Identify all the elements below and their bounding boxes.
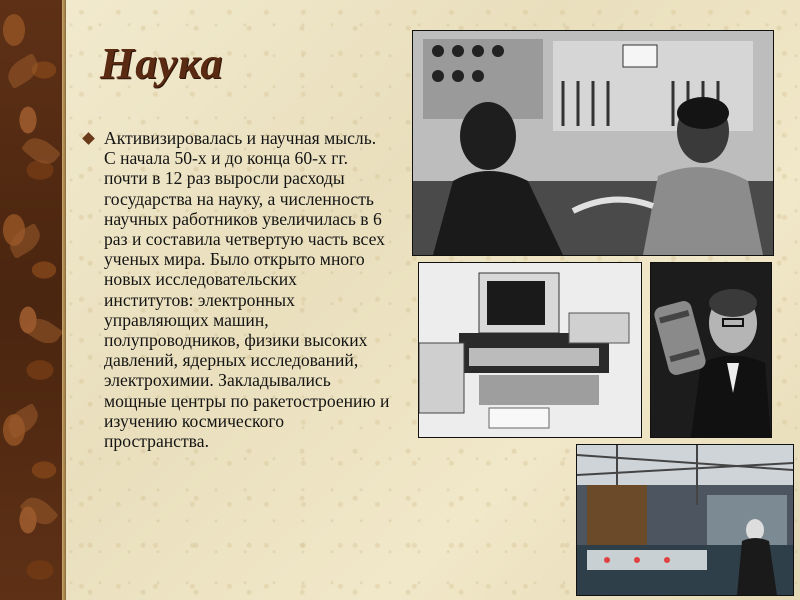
photo-scientists-control-panel: [412, 30, 774, 256]
slide-title: Наука: [100, 39, 224, 88]
decorative-border: [0, 0, 62, 600]
bullet-icon: [82, 132, 95, 145]
border-divider: [62, 0, 66, 600]
photo-computer-terminal: [418, 262, 642, 438]
photo-industrial-hall: [576, 444, 794, 596]
slide-body-text: Активизировалась и научная мысль. С начала 50-х и до конца 60-х гг. почти в 12 раз выросли расходы государства на науку, а численность научных работников увеличилась в 6 раз и составила четвертую часть всех ученых мира. Было открыто много новых исследовательских институтов: электронных управляющих машин, полупроводников, физики высоких давлений, ядерных исследований, электрохимии. Закладывались мощные центры по ракетостроению и изучению космического пространства.: [104, 128, 390, 452]
photo-scientist-device: [650, 262, 772, 438]
